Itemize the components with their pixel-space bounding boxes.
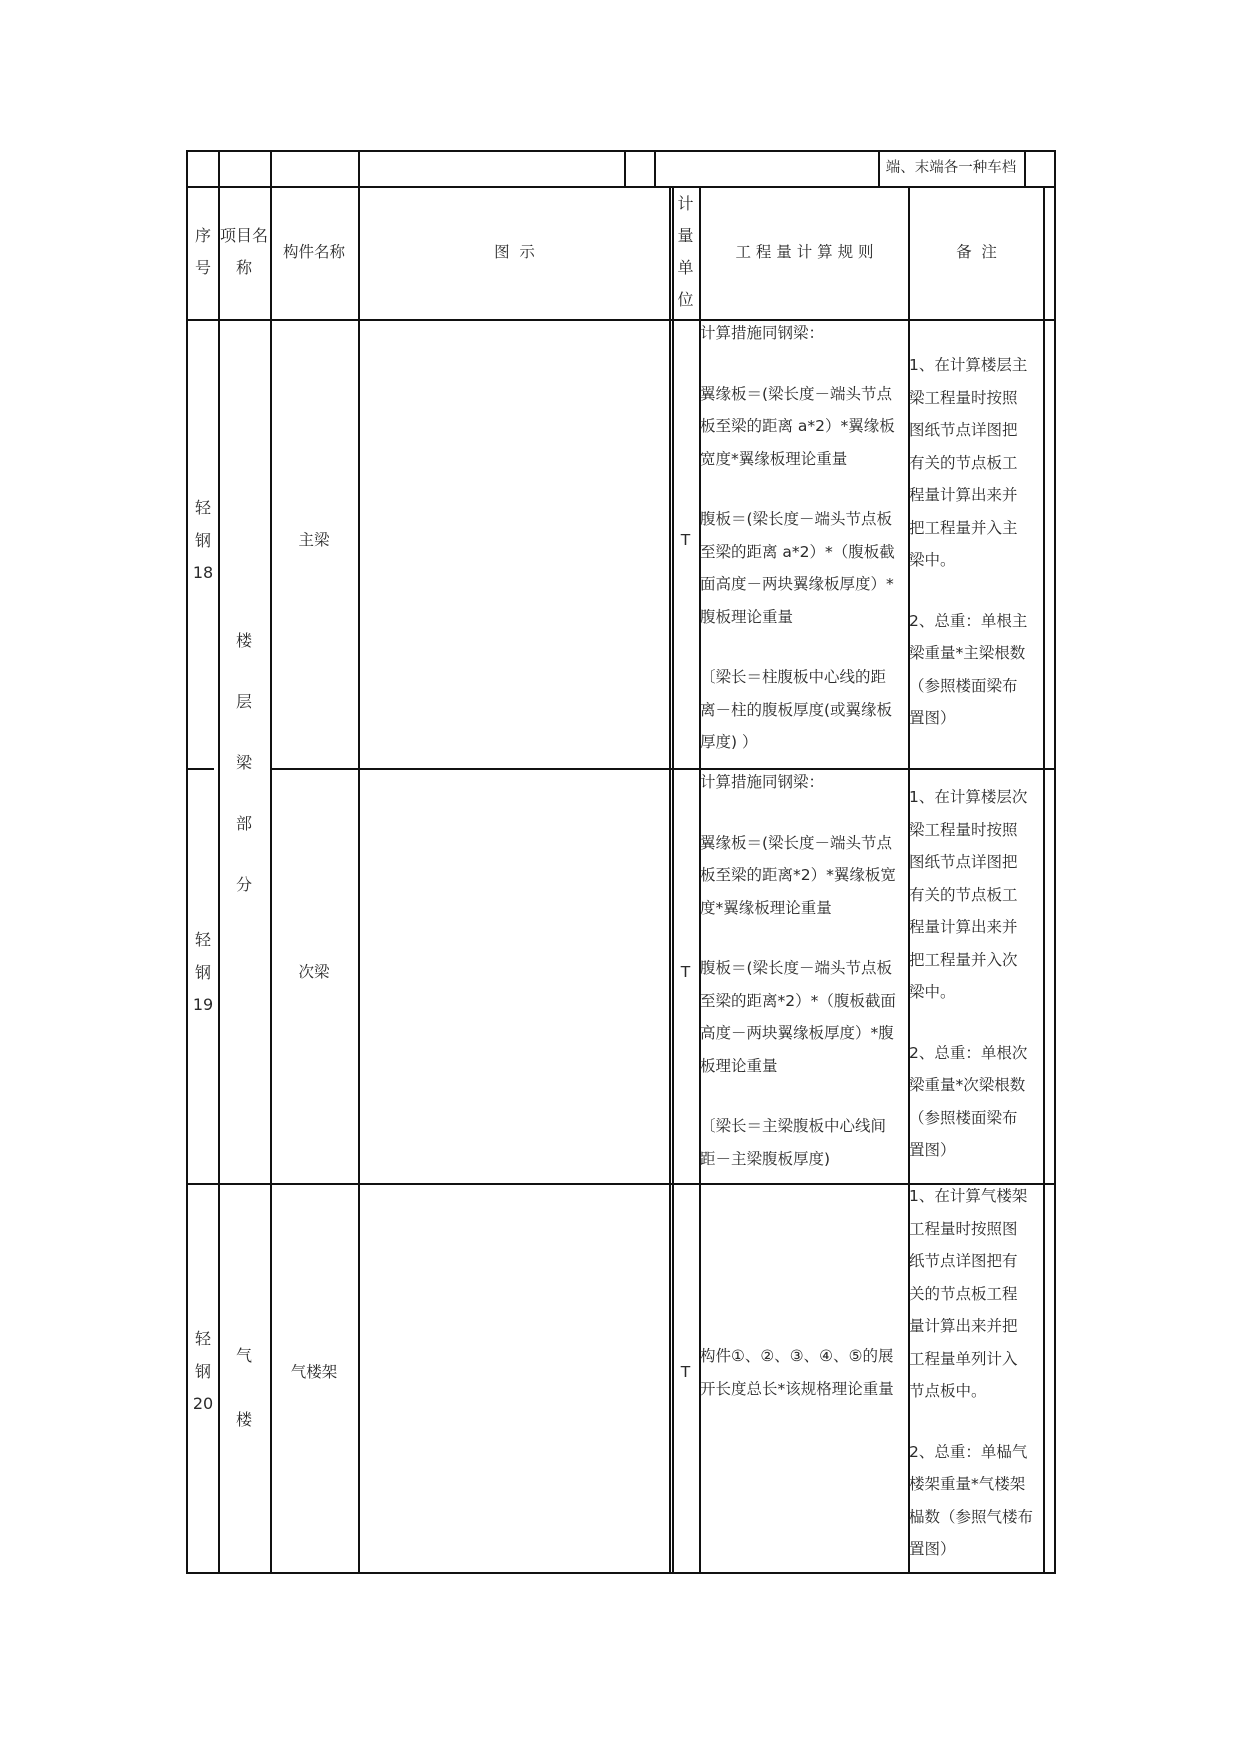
row-rule: 构件①、②、③、④、⑤的展 开长度总长*该规格理论重量 (700, 1347, 894, 1398)
row-component: 主梁 (298, 531, 330, 549)
row-seq: 轻 钢 20 (192, 1329, 214, 1413)
header-unit: 计 量 单 位 (677, 194, 694, 309)
row-component: 次梁 (298, 963, 330, 981)
header-rule: 工 程 量 计 算 规 则 (735, 243, 874, 261)
row-unit: T (680, 531, 691, 549)
header-diagram: 图 示 (494, 243, 535, 261)
row-project: 气 楼 (235, 1346, 252, 1429)
row-component: 气楼架 (290, 1363, 338, 1381)
top-row-note: 端、末端各一种车档 (885, 160, 1017, 176)
header-seq: 序 号 (194, 226, 211, 277)
row-rule: 计算措施同钢梁： 翼缘板＝(梁长度－端头节点 板至梁的距离 a*2）*翼缘板 宽度*翼缘板理论重量 腹板＝(梁长度－端头节点板 至梁的距离 a*2）*（腹板截 面高度－两块翼缘板厚度）* 腹板理论重量 〔梁长＝柱腹板中心线的距 离－柱的腹板厚度(或翼缘板 厚度) ） (700, 324, 895, 751)
row-seq: 轻 钢 18 (192, 498, 214, 582)
row-unit: T (680, 1363, 691, 1381)
row-unit: T (680, 963, 691, 981)
row-remark: 1、在计算楼层主 梁工程量时按照 图纸节点详图把 有关的节点板工 程量计算出来并 把工程量并入主 梁中。 2、总重：单根主 梁重量*主梁根数 （参照楼面梁布 置图） (909, 356, 1028, 727)
row-rule: 计算措施同钢梁： 翼缘板＝(梁长度－端头节点 板至梁的距离*2）*翼缘板宽 度*翼缘板理论重量 腹板＝(梁长度－端头节点板 至梁的距离*2）*（腹板截面 高度－两块翼缘板厚度）*腹 板理论重量 〔梁长＝主梁腹板中心线间 距－主梁腹板厚度) (700, 773, 896, 1168)
row-remark: 1、在计算楼层次 梁工程量时按照 图纸节点详图把 有关的节点板工 程量计算出来并 把工程量并入次 梁中。 2、总重：单根次 梁重量*次梁根数 （参照楼面梁布 置图） (909, 788, 1028, 1159)
row-remark: 1、在计算气楼架 工程量时按照图 纸节点详图把有 关的节点板工程 量计算出来并把 工程量单列计入 节点板中。 2、总重：单榀气 楼架重量*气楼架 榀数（参照气楼布 置图） (909, 1187, 1034, 1558)
row-seq: 轻 钢 19 (192, 930, 214, 1014)
header-project: 项目名 称 (219, 226, 268, 277)
group-label: 楼 层 梁 部 分 (235, 631, 252, 894)
header-remark: 备 注 (956, 243, 997, 261)
header-component: 构件名称 (282, 243, 345, 261)
